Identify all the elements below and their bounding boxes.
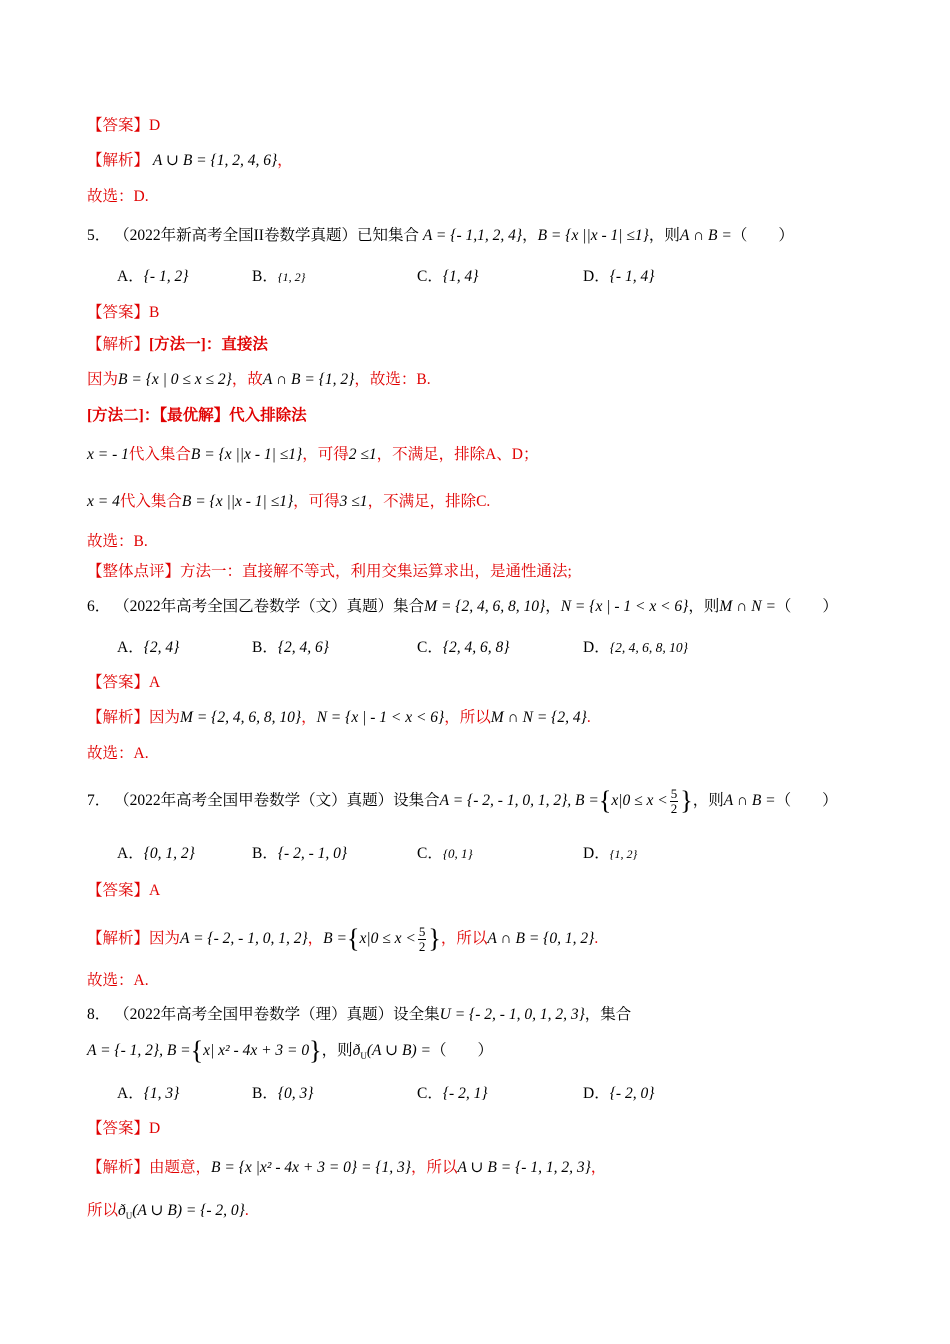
option-c: [417, 637, 510, 659]
right-brace: }: [309, 1036, 322, 1065]
text: ，集合: [584, 1006, 632, 1023]
answer-tag: 【答案】: [87, 117, 150, 134]
analysis-tag: 【解析】: [87, 152, 150, 169]
ask-formula: (A ∪ B) =: [366, 1042, 431, 1059]
left-brace: {: [598, 786, 612, 816]
text: ，所以: [444, 709, 491, 726]
formula: A ∩ B = {1, 2}: [262, 371, 355, 388]
option-value: {0, 1, 2}: [143, 845, 195, 862]
q6-conclusion: 故选：A.: [87, 745, 149, 762]
formula: A = {- 2, - 1, 0, 1, 2}: [180, 930, 308, 948]
option-a: [117, 1083, 179, 1105]
question-number: 7．: [87, 792, 111, 810]
q8-stem-line1: [87, 1004, 631, 1026]
option-a: [117, 637, 179, 659]
answer-value: D: [149, 1120, 161, 1137]
text: ，可得: [293, 493, 340, 510]
fraction: [418, 925, 427, 954]
answer-value: D: [149, 117, 161, 134]
option-label: A．: [117, 268, 144, 285]
set-m: M = {2, 4, 6, 8, 10}: [424, 598, 546, 615]
q6-answer-line: [87, 672, 160, 694]
option-label: A．: [117, 639, 144, 656]
ask-formula: A ∩ B =: [723, 792, 776, 810]
fraction: [670, 787, 679, 816]
formula: x|0 ≤ x <: [359, 930, 416, 948]
text: 因为: [149, 930, 181, 948]
answer-blank: （ ）: [731, 227, 794, 244]
q8-answer-line: [87, 1118, 160, 1140]
analysis-tag: 【解析】: [87, 1159, 150, 1176]
q7-answer-line: [87, 880, 160, 902]
text: ，所以: [410, 1159, 458, 1176]
q6-stem: [87, 596, 838, 618]
option-value: {2, 4, 6}: [277, 639, 329, 656]
question-number: 8．: [87, 1006, 111, 1023]
numerator: 5: [418, 924, 426, 939]
formula: M ∩ N = {2, 4}: [490, 709, 587, 726]
q8-analysis-line1: [87, 1157, 606, 1179]
numerator: 5: [670, 786, 678, 801]
denominator: 2: [418, 939, 426, 954]
formula: 3 ≤1: [339, 493, 368, 510]
question-source: （2022年新高考全国II卷数学真题）已知集合: [114, 227, 419, 244]
option-d: [583, 843, 637, 865]
option-value: {- 1, 4}: [609, 268, 655, 285]
formula: A ∪ B = {1, 2, 4, 6}: [152, 152, 278, 169]
option-value: {2, 4}: [143, 639, 180, 656]
formula: B =: [323, 930, 347, 948]
q5-stem: [87, 225, 794, 247]
answer-blank: （ ）: [775, 598, 838, 615]
formula: x = - 1: [87, 446, 129, 463]
review-text: 方法一：直接解不等式，利用交集运算求出，是通性通法;: [180, 563, 572, 580]
option-label: B．: [252, 268, 278, 285]
formula: B = {x ||x - 1| ≤1}: [181, 493, 294, 510]
text: ，不满足，排除A、D；: [376, 446, 539, 463]
answer-tag: 【答案】: [87, 882, 150, 899]
subscript: U: [125, 1211, 133, 1221]
set-a: A = {- 1, 2}, B =: [87, 1042, 191, 1059]
q4-conclusion: 故选：D.: [87, 188, 149, 205]
text: ，不满足，排除C.: [367, 493, 491, 510]
option-label: D．: [583, 268, 610, 285]
option-c: [417, 1083, 488, 1105]
method-one-heading: [方法一]：直接法: [149, 336, 268, 353]
formula: A ∪ B = {- 1, 1, 2, 3}: [457, 1159, 591, 1176]
ask-text: ，则: [648, 227, 680, 244]
text: .: [244, 1202, 249, 1219]
text: ，故: [231, 371, 263, 388]
option-label: B．: [252, 845, 278, 862]
answer-tag: 【答案】: [87, 1120, 150, 1137]
q6-analysis-line: [87, 707, 591, 729]
question-source: （2022年高考全国乙卷数学（文）真题）集合: [114, 598, 425, 615]
option-b: [252, 1083, 314, 1105]
text: .: [586, 709, 591, 726]
option-value: {- 2, 1}: [442, 1085, 488, 1102]
option-c: [417, 843, 473, 865]
answer-value: A: [149, 882, 161, 899]
option-label: C．: [417, 845, 443, 862]
text: 代入集合: [119, 493, 182, 510]
answer-value: B: [149, 304, 160, 321]
text: 因为: [149, 709, 181, 726]
ask-text: ，则: [688, 598, 720, 615]
formula: (A ∪ B) = {- 2, 0}: [132, 1202, 245, 1219]
option-a: [117, 843, 195, 865]
set-n: N = {x | - 1 < x < 6}: [560, 598, 689, 615]
text: ，: [590, 1159, 607, 1176]
text: 所以: [87, 1202, 119, 1219]
option-label: A．: [117, 1085, 144, 1102]
option-value: {2, 4, 6, 8}: [442, 639, 510, 656]
option-label: D．: [583, 1085, 610, 1102]
denominator: 2: [670, 801, 678, 816]
option-d: [583, 637, 688, 659]
set-u: U = {- 2, - 1, 0, 1, 2, 3}: [439, 1006, 585, 1023]
option-b: [252, 843, 347, 865]
q7-analysis-line: [87, 925, 598, 954]
analysis-tag: 【解析】: [87, 709, 150, 726]
option-value: {1, 3}: [143, 1085, 180, 1102]
question-source: （2022年高考全国甲卷数学（理）真题）设全集: [114, 1006, 440, 1023]
answer-tag: 【答案】: [87, 674, 150, 691]
right-brace: }: [428, 924, 441, 954]
option-b: [252, 637, 329, 659]
answer-value: A: [149, 674, 161, 691]
answer-blank: （ ）: [775, 792, 838, 810]
left-brace: {: [190, 1036, 204, 1065]
set-b-condition: x| x² - 4x + 3 = 0: [203, 1042, 310, 1059]
formula: , B =: [567, 792, 599, 810]
option-label: C．: [417, 639, 443, 656]
ask-formula: A ∩ B =: [679, 227, 732, 244]
q5-answer-line: [87, 302, 159, 324]
question-number: 6．: [87, 598, 111, 615]
subscript: U: [360, 1051, 367, 1061]
option-value: {0, 3}: [277, 1085, 314, 1102]
analysis-tag: 【解析】: [87, 336, 150, 353]
text: 代入集合: [128, 446, 191, 463]
formula: B = {x ||x - 1| ≤1}: [190, 446, 303, 463]
formula: 2 ≤1: [348, 446, 377, 463]
formula: N = {x | - 1 < x < 6}: [316, 709, 445, 726]
option-d: [583, 266, 654, 288]
option-value: {- 2, 0}: [609, 1085, 655, 1102]
ask-formula: M ∩ N =: [719, 598, 776, 615]
option-value: {1, 2}: [277, 270, 306, 284]
formula: A ∩ B = {0, 1, 2}: [487, 930, 595, 948]
option-label: D．: [583, 845, 610, 862]
punct: ，: [277, 152, 293, 169]
set-b: B = {x ||x - 1| ≤1}: [537, 227, 649, 244]
ask-text: ，则: [692, 792, 724, 810]
q4-answer-line: [87, 115, 160, 137]
q5-method-two-heading: [方法二]：【最优解】代入排除法: [87, 407, 307, 424]
formula: M = {2, 4, 6, 8, 10}: [180, 709, 302, 726]
option-value: {1, 4}: [442, 268, 479, 285]
set-a: A = {- 1,1, 2, 4}: [422, 227, 523, 244]
complement-symbol: ð: [118, 1202, 126, 1219]
q5-sub2-line: [87, 491, 490, 513]
q5-review-line: [87, 561, 572, 583]
q5-sub1-line: [87, 444, 539, 466]
text: ，: [301, 709, 317, 726]
q5-method1-line: [87, 369, 431, 391]
review-tag: 【整体点评】: [87, 563, 181, 580]
option-label: C．: [417, 268, 443, 285]
option-label: A．: [117, 845, 144, 862]
text: ，可得: [302, 446, 349, 463]
option-value: {- 1, 2}: [143, 268, 189, 285]
option-label: D．: [583, 639, 610, 656]
formula: x|0 ≤ x <: [611, 792, 668, 810]
question-source: （2022年高考全国甲卷数学（文）真题）设集合: [114, 792, 440, 810]
option-value: {1, 2}: [609, 847, 638, 861]
left-brace: {: [346, 924, 360, 954]
q8-stem-line2: [87, 1036, 493, 1067]
ask-text: ，则: [321, 1042, 353, 1059]
q4-analysis-line: [87, 150, 293, 172]
text: ，: [307, 930, 324, 948]
q8-analysis-line2: [87, 1200, 249, 1227]
right-brace: }: [680, 786, 693, 816]
q5-analysis-heading: [87, 334, 268, 356]
text: 因为: [87, 371, 119, 388]
option-b: [252, 266, 305, 288]
option-value: {- 2, - 1, 0}: [277, 845, 348, 862]
complement-symbol: ð: [352, 1042, 361, 1059]
option-value: {0, 1}: [442, 846, 473, 861]
set-a: A = {- 2, - 1, 0, 1, 2}: [439, 792, 568, 810]
option-a: [117, 266, 188, 288]
text: ，故选：B.: [354, 371, 431, 388]
option-d: [583, 1083, 654, 1105]
punct: ，: [545, 598, 561, 615]
punct: ，: [522, 227, 538, 244]
option-value: {2, 4, 6, 8, 10}: [609, 640, 689, 655]
option-label: C．: [417, 1085, 443, 1102]
option-label: B．: [252, 639, 278, 656]
text: ，所以: [440, 930, 488, 948]
answer-blank: （ ）: [430, 1042, 493, 1059]
option-c: [417, 266, 479, 288]
q7-stem: [87, 787, 838, 816]
q5-conclusion: 故选：B.: [87, 533, 148, 550]
question-number: 5．: [87, 227, 111, 244]
formula: B = {x |x² - 4x + 3 = 0} = {1, 3}: [211, 1159, 411, 1176]
formula: x = 4: [87, 493, 120, 510]
text: 由题意，: [149, 1159, 212, 1176]
answer-tag: 【答案】: [87, 304, 150, 321]
q7-conclusion: 故选：A.: [87, 972, 149, 989]
analysis-tag: 【解析】: [87, 930, 150, 948]
option-label: B．: [252, 1085, 278, 1102]
formula: B = {x | 0 ≤ x ≤ 2}: [118, 371, 232, 388]
text: .: [594, 930, 599, 948]
